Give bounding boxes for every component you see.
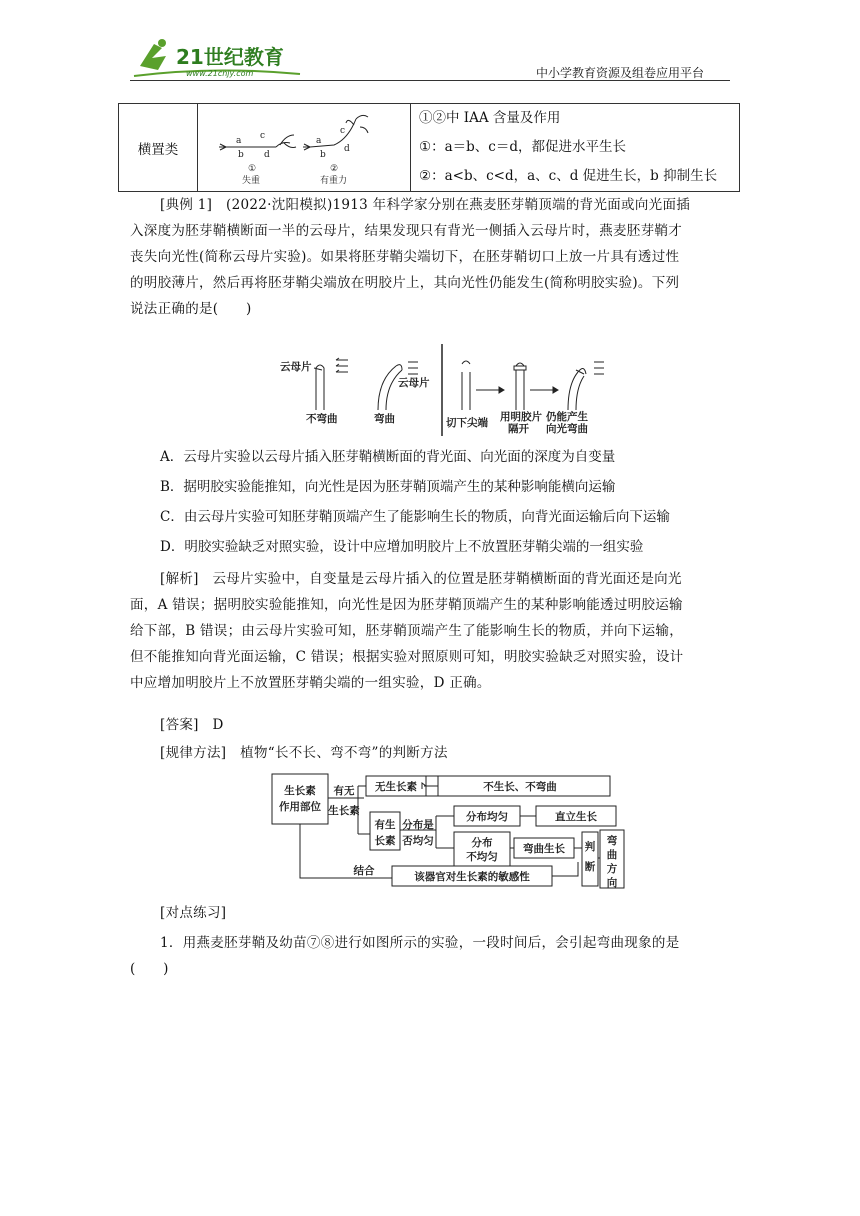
answer-tag: [答案] — [160, 717, 199, 733]
example-line3: 丧失向光性(简称云母片实验)。如果将胚芽鞘尖端切下，在胚芽鞘切口上放一片具有透过性 — [130, 249, 680, 265]
fig1-caption: 失重 — [242, 175, 261, 186]
fig2-a: a — [316, 135, 322, 146]
fig-cut-tip: 切下尖端 — [446, 417, 488, 429]
method — [130, 740, 760, 766]
fig1-num: ① — [248, 163, 257, 174]
analysis-line2: 面，A 错误；据明胶实验能推知，向光性是因为胚芽鞘顶端产生的某种影响能透过明胶运输 — [130, 597, 683, 613]
flow-site1: 生长素 — [284, 785, 316, 797]
example-line1: (2022·沈阳模拟)1913 年科学家分别在燕麦胚芽鞘顶端的背光面或向光面插 — [226, 197, 691, 213]
fig1-b: b — [238, 149, 244, 160]
fig-still1: 仍能产生 — [546, 411, 588, 423]
option-list — [160, 444, 740, 560]
fig1-a: a — [236, 135, 242, 146]
fig2-d: d — [344, 143, 350, 154]
header-divider — [130, 80, 730, 81]
example-line2: 入深度为胚芽鞘横断面一半的云母片，结果发现只有背光一侧插入云母片时，燕麦胚芽鞘才 — [130, 223, 682, 239]
fig-still2: 向光弯曲 — [546, 423, 588, 435]
flow-bend-grow: 弯曲生长 — [523, 843, 565, 855]
iaa-description — [411, 104, 740, 192]
analysis-line1: 云母片实验中，自变量是云母片插入的位置是胚芽鞘横断面的背光面还是向光 — [212, 571, 682, 587]
iaa-line2: ①：a＝b、c＝d，都促进水平生长 — [419, 139, 626, 155]
flow-even: 分布均匀 — [466, 811, 508, 823]
fig2-caption: 有重力 — [320, 175, 348, 186]
flow-hasno2: 生长素 — [328, 805, 360, 817]
option-d: D．明胶实验缺乏对照实验，设计中应增加明胶片上不放置胚芽鞘尖端的一组实验 — [160, 539, 644, 555]
iaa-line3: ②：a<b、c<d，a、c、d 促进生长，b 抑制生长 — [419, 168, 718, 184]
flow-dir2: 方 — [606, 863, 618, 875]
fig1-c: c — [260, 130, 266, 141]
flow-evenq2: 否均匀 — [402, 835, 434, 847]
analysis-line4: 但不能推知向背光面运输，C 错误；根据实验对照原则可知，明胶实验缺乏对照实验，设计 — [130, 649, 684, 665]
example-question — [130, 192, 730, 322]
fig2-num: ② — [330, 163, 339, 174]
row-label: 横置类 — [119, 104, 198, 192]
analysis-line5: 中应增加明胶片上不放置胚芽鞘尖端的一组实验，D 正确。 — [130, 675, 491, 691]
fig1-d: d — [264, 149, 270, 160]
platform-name: 中小学教育资源及组卷应用平台 — [536, 66, 705, 80]
flow-dir3: 向 — [606, 877, 618, 889]
flow-dir0: 弯 — [606, 835, 618, 847]
option-c: C．由云母片实验可知胚芽鞘顶端产生了能影响生长的物质，向背光面运输后向下运输 — [160, 509, 670, 525]
flow-uneven2: 不均匀 — [466, 851, 498, 863]
practice-tag: [对点练习] — [160, 905, 227, 921]
example-line5: 说法正确的是( ) — [130, 301, 252, 317]
judgement-flowchart — [268, 770, 628, 890]
flow-has1: 有生 — [374, 819, 396, 831]
flow-evenq1: 分布是 — [402, 819, 434, 831]
mica-gelatin-figure — [278, 340, 618, 440]
logo-url: www.21cnjy.com — [186, 69, 254, 78]
practice-q1-line2: ( ) — [130, 961, 169, 977]
fig-gelatin1: 用明胶片 — [500, 411, 542, 423]
fig-no-bend: 不弯曲 — [306, 413, 338, 425]
flow-judge1: 判 — [584, 841, 596, 853]
fig2-b: b — [320, 149, 326, 160]
flow-hasno1: 有无 — [333, 785, 355, 797]
example-tag: [典例 1] — [160, 197, 213, 213]
flow-straight: 直立生长 — [555, 811, 597, 823]
answer-value: D — [212, 717, 224, 733]
flow-no-grow: 不生长、不弯曲 — [483, 781, 557, 793]
analysis — [130, 566, 730, 696]
flow-sensitivity: 该器官对生长素的敏感性 — [414, 871, 530, 883]
method-tag: [规律方法] — [160, 745, 227, 761]
fig-mica1: 云母片 — [280, 361, 312, 373]
method-text: 植物“长不长、弯不弯”的判断方法 — [240, 745, 448, 761]
figure-cell — [198, 104, 411, 192]
flow-dir1: 曲 — [606, 849, 618, 861]
answer — [130, 712, 760, 738]
practice-question — [130, 930, 730, 982]
flow-combine: 结合 — [353, 865, 375, 877]
analysis-line3: 给下部，B 错误；由云母片实验可知，胚芽鞘顶端产生了能影响生长的物质，并向下运输， — [130, 623, 684, 639]
seedling-figure — [198, 105, 410, 191]
fig2-c: c — [340, 125, 346, 136]
flow-judge2: 断 — [584, 861, 596, 873]
fig-gelatin2: 隔开 — [508, 423, 529, 435]
option-b: B．据明胶实验能推知，向光性是因为胚芽鞘顶端产生的某种影响能横向运输 — [160, 479, 616, 495]
example-line4: 的明胶薄片，然后再将胚芽鞘尖端放在明胶片上，其向光性仍能发生(简称明胶实验)。下列 — [130, 275, 680, 291]
iaa-line1: ①②中 IAA 含量及作用 — [419, 110, 561, 126]
analysis-tag: [解析] — [160, 571, 199, 587]
practice-q1-line1: 1．用燕麦胚芽鞘及幼苗⑦⑧进行如图所示的实验，一段时间后，会引起弯曲现象的是 — [160, 935, 680, 951]
flow-site2: 作用部位 — [279, 801, 321, 813]
fig-bend: 弯曲 — [374, 413, 395, 425]
iaa-table — [118, 103, 740, 192]
logo-text: 21世纪教育 — [176, 45, 284, 69]
flow-none: 无生长素 — [375, 781, 417, 793]
flow-has2: 长素 — [374, 835, 396, 847]
option-a: A．云母片实验以云母片插入胚芽鞘横断面的背光面、向光面的深度为自变量 — [160, 449, 616, 465]
site-logo — [132, 36, 302, 80]
fig-mica2: 云母片 — [398, 377, 430, 389]
flow-uneven1: 分布 — [471, 837, 493, 849]
